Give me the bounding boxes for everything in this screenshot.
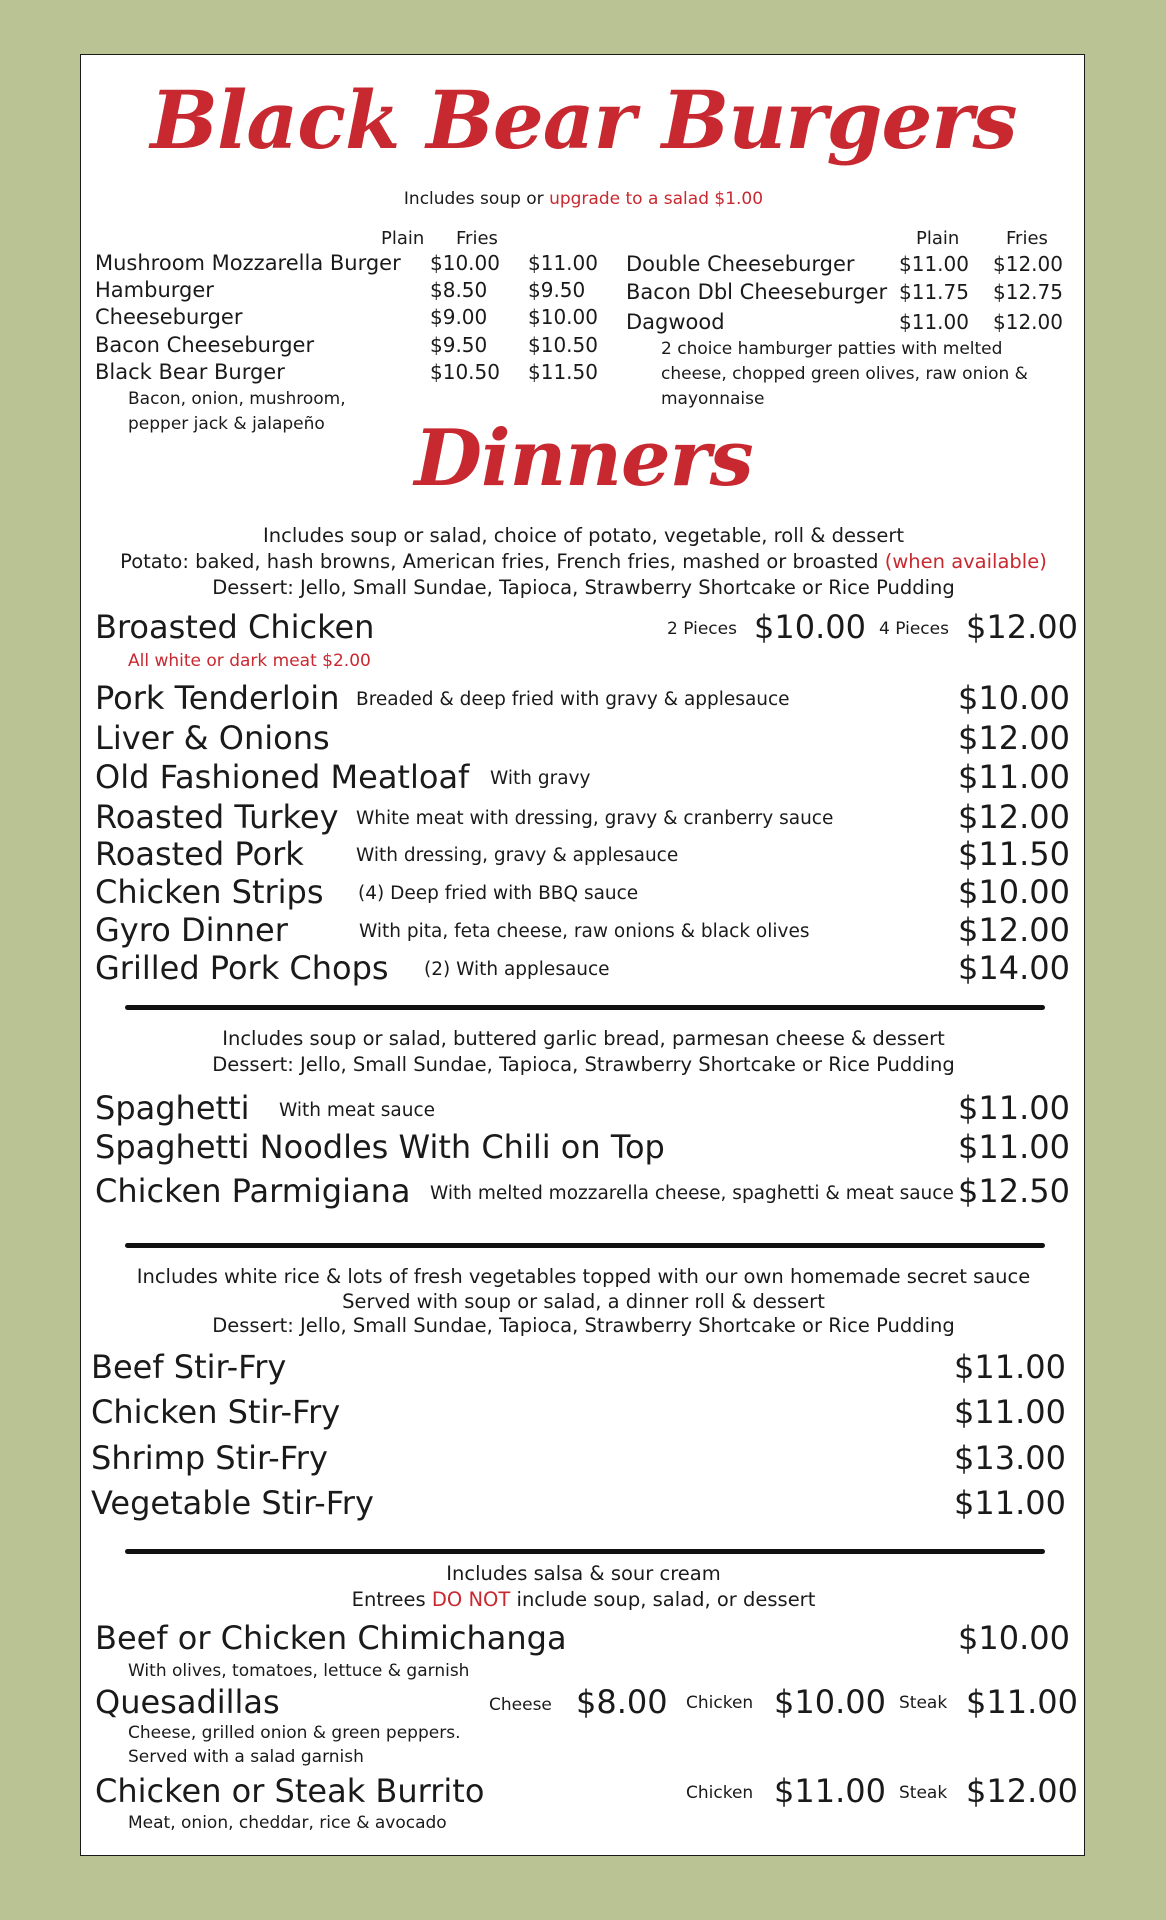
burger-fries-price: $12.75 — [993, 280, 1063, 304]
burger-plain-price: $8.50 — [430, 278, 488, 302]
option-label: 4 Pieces — [879, 619, 949, 639]
dish-desc: Meat, onion, cheddar, rice & avocado — [128, 1813, 447, 1833]
dish-price: $12.00 — [958, 911, 1070, 949]
option-price: $10.00 — [754, 608, 866, 646]
dish-price: $11.00 — [958, 1089, 1070, 1127]
dish-price: $10.00 — [958, 679, 1070, 717]
dish-name: Beef or Chicken Chimichanga — [95, 1619, 567, 1657]
option-price: $11.00 — [774, 1772, 886, 1810]
dish-price: $11.00 — [954, 1484, 1066, 1522]
col-plain-right: Plain — [916, 228, 960, 249]
option-label: Cheese — [489, 1695, 552, 1715]
dish-price: $13.00 — [954, 1439, 1066, 1477]
dish-price: $11.00 — [958, 1128, 1070, 1166]
col-fries-left: Fries — [456, 228, 498, 249]
dish-desc: With meat sauce — [279, 1100, 436, 1121]
stirfry-line1: Includes white rice & lots of fresh vegetables topped with our own homemade secret sauce — [136, 1265, 1031, 1288]
mexican-line1: Includes salsa & sour cream — [446, 1562, 721, 1585]
dish-name: Spaghetti — [95, 1089, 250, 1127]
dish-price: $11.00 — [958, 758, 1070, 796]
dish-name: Chicken Stir-Fry — [91, 1393, 341, 1431]
mexican-line2: Entrees DO NOT include soup, salad, or dessert — [351, 1588, 816, 1611]
dish-name: Vegetable Stir-Fry — [91, 1484, 374, 1522]
burger-name: Black Bear Burger — [95, 360, 285, 384]
burger-name: Bacon Dbl Cheeseburger — [626, 280, 888, 304]
dish-desc: (4) Deep fried with BBQ sauce — [358, 883, 639, 904]
dish-name: Beef Stir-Fry — [91, 1348, 287, 1386]
burger-desc: pepper jack & jalapeño — [128, 414, 325, 434]
dish-name: Old Fashioned Meatloaf — [95, 758, 470, 796]
burger-fries-price: $12.00 — [993, 252, 1063, 276]
dish-name: Chicken Strips — [95, 873, 324, 911]
dish-sub: All white or dark meat $2.00 — [128, 651, 371, 671]
col-plain-left: Plain — [381, 228, 425, 249]
dish-price: $11.00 — [954, 1393, 1066, 1431]
burger-fries-price: $11.50 — [528, 360, 598, 384]
dish-price: $11.00 — [954, 1348, 1066, 1386]
dish-price: $12.00 — [958, 719, 1070, 757]
dish-name: Roasted Pork — [95, 835, 304, 873]
burger-desc: mayonnaise — [661, 389, 765, 409]
burger-desc: 2 choice hamburger patties with melted — [661, 339, 1003, 359]
dish-name: Liver & Onions — [95, 719, 330, 757]
burger-name: Bacon Cheeseburger — [95, 333, 315, 357]
pasta-line2: Dessert: Jello, Small Sundae, Tapioca, Strawberry Shortcake or Rice Pudding — [212, 1053, 955, 1076]
dish-desc: With pita, feta cheese, raw onions & black olives — [359, 921, 810, 942]
section-divider — [125, 1549, 1045, 1554]
stirfry-line2: Served with soup or salad, a dinner roll & dessert — [342, 1290, 825, 1313]
option-label: Steak — [899, 1783, 948, 1803]
dish-price: $10.00 — [958, 1619, 1070, 1657]
option-label: Steak — [899, 1693, 948, 1713]
dish-name: Pork Tenderloin — [95, 679, 340, 717]
dish-desc: White meat with dressing, gravy & cranberry sauce — [356, 808, 834, 829]
dish-name: Shrimp Stir-Fry — [91, 1439, 328, 1477]
dinners-line2: Potato: baked, hash browns, American fries, French fries, mashed or broasted (when available) — [120, 550, 1047, 573]
burger-fries-price: $10.50 — [528, 333, 598, 357]
dish-name: Chicken Parmigiana — [95, 1172, 411, 1210]
option-price: $12.00 — [966, 1772, 1078, 1810]
dinners-title: Dinners — [414, 413, 753, 504]
burger-fries-price: $10.00 — [528, 305, 598, 329]
dish-desc: Served with a salad garnish — [128, 1747, 364, 1767]
dinners-line1: Includes soup or salad, choice of potato, vegetable, roll & dessert — [263, 524, 904, 547]
option-price: $8.00 — [576, 1683, 668, 1721]
dish-name: Grilled Pork Chops — [95, 949, 389, 987]
option-label: 2 Pieces — [667, 619, 737, 639]
burger-name: Cheeseburger — [95, 305, 243, 329]
dish-price: $11.50 — [958, 835, 1070, 873]
section-divider — [125, 1005, 1045, 1010]
option-label: Chicken — [686, 1783, 754, 1803]
burger-fries-price: $12.00 — [993, 310, 1063, 334]
burger-plain-price: $11.00 — [899, 310, 969, 334]
burgers-title: Black Bear Burgers — [150, 73, 1017, 167]
dish-desc: With gravy — [490, 768, 591, 789]
dish-desc: With melted mozzarella cheese, spaghetti & meat sauce — [430, 1183, 954, 1204]
dish-price: $10.00 — [958, 873, 1070, 911]
burger-fries-price: $11.00 — [528, 251, 598, 275]
col-fries-right: Fries — [1006, 228, 1048, 249]
section-divider — [125, 1243, 1045, 1248]
burger-plain-price: $9.50 — [430, 333, 488, 357]
burger-plain-price: $10.50 — [430, 360, 500, 384]
stirfry-line3: Dessert: Jello, Small Sundae, Tapioca, Strawberry Shortcake or Rice Pudding — [212, 1314, 955, 1337]
burger-name: Hamburger — [95, 278, 214, 302]
dish-desc: With dressing, gravy & applesauce — [356, 845, 679, 866]
option-price: $10.00 — [774, 1683, 886, 1721]
burgers-note: Includes soup or upgrade to a salad $1.00 — [403, 189, 764, 209]
dish-price: $12.50 — [958, 1172, 1070, 1210]
burger-desc: cheese, chopped green olives, raw onion & — [661, 364, 1028, 384]
burger-plain-price: $10.00 — [430, 251, 500, 275]
dish-price: $14.00 — [958, 949, 1070, 987]
dish-name: Spaghetti Noodles With Chili on Top — [95, 1128, 665, 1166]
burger-fries-price: $9.50 — [528, 278, 586, 302]
burger-plain-price: $9.00 — [430, 305, 488, 329]
option-label: Chicken — [686, 1693, 754, 1713]
dish-desc: Cheese, grilled onion & green peppers. — [128, 1723, 461, 1743]
burger-plain-price: $11.75 — [899, 280, 969, 304]
dish-desc: (2) With applesauce — [424, 959, 610, 980]
dinners-line3: Dessert: Jello, Small Sundae, Tapioca, Strawberry Shortcake or Rice Pudding — [212, 576, 955, 599]
dish-price: $12.00 — [958, 798, 1070, 836]
dish-desc: With olives, tomatoes, lettuce & garnish — [128, 1661, 470, 1681]
burger-plain-price: $11.00 — [899, 252, 969, 276]
pasta-line1: Includes soup or salad, buttered garlic bread, parmesan cheese & dessert — [222, 1027, 945, 1050]
dish-name: Chicken or Steak Burrito — [95, 1772, 485, 1810]
dish-name: Gyro Dinner — [95, 911, 288, 949]
burger-name: Mushroom Mozzarella Burger — [95, 251, 401, 275]
dish-name: Roasted Turkey — [95, 798, 339, 836]
menu-card — [80, 54, 1085, 1856]
dish-name: Quesadillas — [95, 1683, 280, 1721]
dish-desc: Breaded & deep fried with gravy & applesauce — [356, 689, 790, 710]
option-price: $11.00 — [966, 1683, 1078, 1721]
burger-desc: Bacon, onion, mushroom, — [128, 389, 346, 409]
option-price: $12.00 — [966, 608, 1078, 646]
burger-name: Dagwood — [626, 310, 725, 334]
burger-name: Double Cheeseburger — [626, 252, 855, 276]
dish-name: Broasted Chicken — [95, 608, 375, 646]
